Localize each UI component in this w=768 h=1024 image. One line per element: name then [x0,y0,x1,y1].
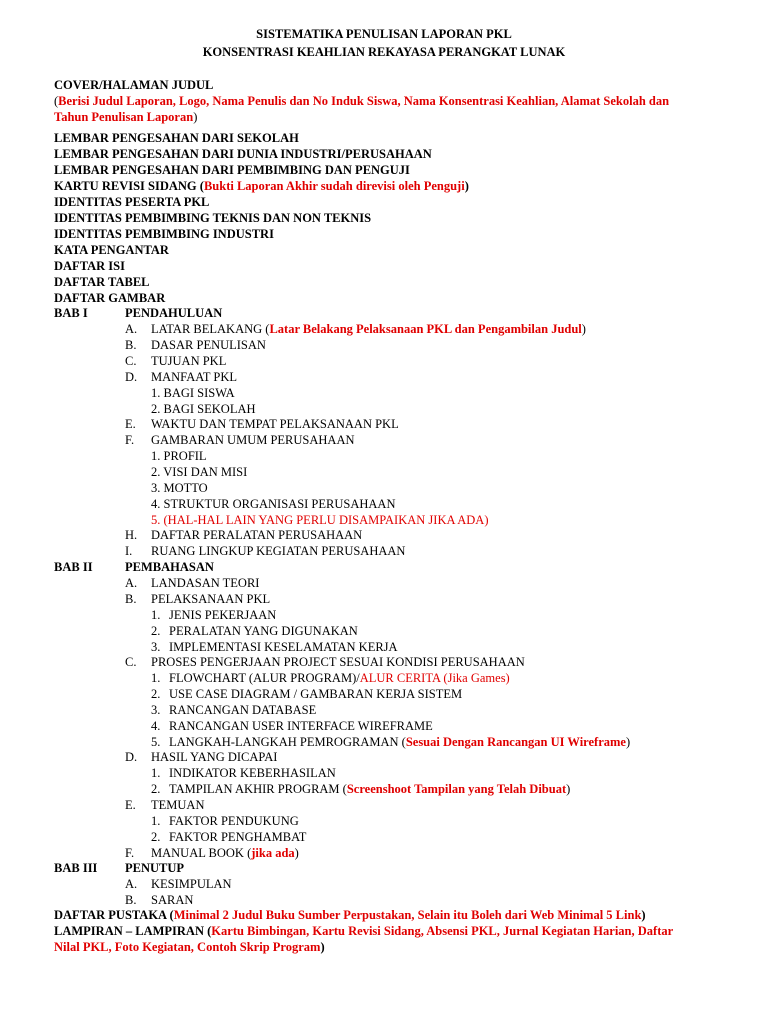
bab1-f2: 2. VISI DAN MISI [151,465,248,479]
lampiran-note2: Nilal PKL, Foto Kegiatan, Contoh Skrip Program [54,940,321,954]
lampiran-note: Kartu Bimbingan, Kartu Revisi Sidang, Absensi PKL, Jurnal Kegiatan Harian, Daftar [211,924,674,938]
bab1-d1: 1. BAGI SISWA [151,386,235,400]
bab1-c: TUJUAN PKL [151,354,227,368]
bab2-c3: RANCANGAN DATABASE [169,703,317,717]
cover-note-text2: Tahun Penulisan Laporan [54,110,194,124]
bab2-b3-num: 3. [151,640,161,654]
item-text: TAMPILAN AKHIR PROGRAM ( [169,782,347,796]
paren: ) [193,110,198,124]
front-item: LEMBAR PENGESAHAN DARI PEMBIMBING DAN PENGUJI [54,163,410,177]
bab1-d2: 2. BAGI SEKOLAH [151,402,256,416]
bab3-a: KESIMPULAN [151,877,232,891]
pustaka-note: Minimal 2 Judul Buku Sumber Perpustakan, Selain itu Boleh dari Web Minimal 5 Link [173,908,642,922]
paren: ) [581,322,586,336]
bab2-f-letter: F. [125,846,135,860]
front-item: DAFTAR GAMBAR [54,291,166,305]
bab2-b2-num: 2. [151,624,161,638]
bab2-c-letter: C. [125,655,137,669]
bab2-a-letter: A. [125,576,138,590]
paren: ) [464,179,469,193]
bab3-b: SARAN [151,893,194,907]
bab1-a-letter: A. [125,322,138,336]
item-note: Latar Belakang Pelaksanaan PKL dan Pengambilan Judul [269,322,582,336]
bab2-e1-num: 1. [151,814,161,828]
bab2-c2-num: 2. [151,687,161,701]
kartu-revisi [54,178,469,194]
front-item: DAFTAR ISI [54,259,125,273]
bab2-e2: FAKTOR PENGHAMBAT [169,830,307,844]
bab2-c3-num: 3. [151,703,161,717]
front-item: LEMBAR PENGESAHAN DARI SEKOLAH [54,131,299,145]
bab2-title: PEMBAHASAN [125,560,214,574]
bab2-b-letter: B. [125,592,137,606]
front-item: LEMBAR PENGESAHAN DARI DUNIA INDUSTRI/PERUSAHAAN [54,147,432,161]
bab2-d: HASIL YANG DICAPAI [151,750,278,764]
bab2-c4: RANCANGAN USER INTERFACE WIREFRAME [169,719,433,733]
kartu-note: Bukti Laporan Akhir sudah direvisi oleh Penguji [203,179,465,193]
lampiran-line1 [54,923,673,939]
pustaka-label: DAFTAR PUSTAKA [54,908,170,922]
document-subtitle: KONSENTRASI KEAHLIAN REKAYASA PERANGKAT LUNAK [202,45,566,59]
paren: ) [566,782,571,796]
bab2-e: TEMUAN [151,798,205,812]
bab2-d1-num: 1. [151,766,161,780]
cover-heading: COVER/HALAMAN JUDUL [54,78,214,92]
item-note: Sesuai Dengan Rancangan UI Wireframe [405,735,626,749]
bab2-a: LANDASAN TEORI [151,576,260,590]
bab1-f1: 1. PROFIL [151,449,207,463]
cover-note-text: Berisi Judul Laporan, Logo, Nama Penulis dan No Induk Siswa, Nama Konsentrasi Keahlian, Alamat Sekolah dan [58,94,670,108]
bab2-e2-num: 2. [151,830,161,844]
item-text: LANGKAH-LANGKAH PEMROGRAMAN ( [169,735,406,749]
bab2-c1 [169,670,510,686]
bab2-c5 [169,734,630,750]
front-item: IDENTITAS PEMBIMBING INDUSTRI [54,227,274,241]
bab2-e-letter: E. [125,798,136,812]
paren: ) [320,940,325,954]
paren: ) [625,735,631,749]
lampiran-line2 [54,939,325,955]
bab1-b: DASAR PENULISAN [151,338,266,352]
item-text: MANUAL BOOK ( [151,846,252,860]
front-item: IDENTITAS PEMBIMBING TEKNIS DAN NON TEKNIS [54,211,372,225]
cover-note-line2 [54,109,197,125]
bab3-b-letter: B. [125,893,137,907]
bab2-c: PROSES PENGERJAAN PROJECT SESUAI KONDISI PERUSAHAAN [151,655,525,669]
paren: ) [294,846,299,860]
bab1-e-letter: E. [125,417,136,431]
item-note: Screenshoot Tampilan yang Telah Dibuat [346,782,567,796]
front-item: DAFTAR TABEL [54,275,150,289]
bab1-i: RUANG LINGKUP KEGIATAN PERUSAHAAN [151,544,406,558]
paren: ( [169,908,174,922]
bab2-d1: INDIKATOR KEBERHASILAN [169,766,336,780]
bab1-f-letter: F. [125,433,135,447]
bab2-e1: FAKTOR PENDUKUNG [169,814,299,828]
bab1-f4: 4. STRUKTUR ORGANISASI PERUSAHAAN [151,497,396,511]
kartu-label: KARTU REVISI SIDANG [54,179,200,193]
bab2-b1-num: 1. [151,608,161,622]
daftar-pustaka [54,907,646,923]
bab2-b2: PERALATAN YANG DIGUNAKAN [169,624,358,638]
bab2-c1-num: 1. [151,671,161,685]
item-text: FLOWCHART (ALUR PROGRAM)/ [169,671,360,685]
cover-note-line1 [54,93,669,109]
paren: ( [207,924,212,938]
item-note: ALUR CERITA (Jika Games) [359,671,510,685]
document-title: SISTEMATIKA PENULISAN LAPORAN PKL [256,27,512,41]
bab1-a [151,321,586,337]
bab2-num: BAB II [54,560,93,574]
bab2-b1: JENIS PEKERJAAN [169,608,277,622]
bab2-d-letter: D. [125,750,138,764]
bab1-f5: 5. (HAL-HAL LAIN YANG PERLU DISAMPAIKAN JIKA ADA) [151,513,489,527]
bab1-f3: 3. MOTTO [151,481,208,495]
paren: ( [54,94,59,108]
bab1-num: BAB I [54,306,88,320]
bab1-title: PENDAHULUAN [125,306,223,320]
bab3-title: PENUTUP [125,861,185,875]
front-item: KATA PENGANTAR [54,243,169,257]
bab1-d-letter: D. [125,370,138,384]
bab1-h-letter: H. [125,528,138,542]
bab3-a-letter: A. [125,877,138,891]
bab2-c5-num: 5. [151,735,161,749]
bab1-f: GAMBARAN UMUM PERUSAHAAN [151,433,355,447]
bab2-d2-num: 2. [151,782,161,796]
bab3-num: BAB III [54,861,98,875]
paren: ( [199,179,204,193]
bab2-d2 [169,781,570,797]
bab1-d: MANFAAT PKL [151,370,238,384]
paren: ) [641,908,646,922]
front-item: IDENTITAS PESERTA PKL [54,195,210,209]
item-note: jika ada [251,846,295,860]
bab1-i-letter: I. [125,544,133,558]
bab2-c4-num: 4. [151,719,161,733]
bab2-f [151,845,299,861]
bab2-b: PELAKSANAAN PKL [151,592,271,606]
bab1-e: WAKTU DAN TEMPAT PELAKSANAAN PKL [151,417,399,431]
bab2-c2: USE CASE DIAGRAM / GAMBARAN KERJA SISTEM [169,687,463,701]
item-text: LATAR BELAKANG ( [151,322,270,336]
bab2-b3: IMPLEMENTASI KESELAMATAN KERJA [169,640,398,654]
bab1-h: DAFTAR PERALATAN PERUSAHAAN [151,528,363,542]
bab1-b-letter: B. [125,338,137,352]
bab1-c-letter: C. [125,354,137,368]
lampiran-label: LAMPIRAN – LAMPIRAN [54,924,208,938]
